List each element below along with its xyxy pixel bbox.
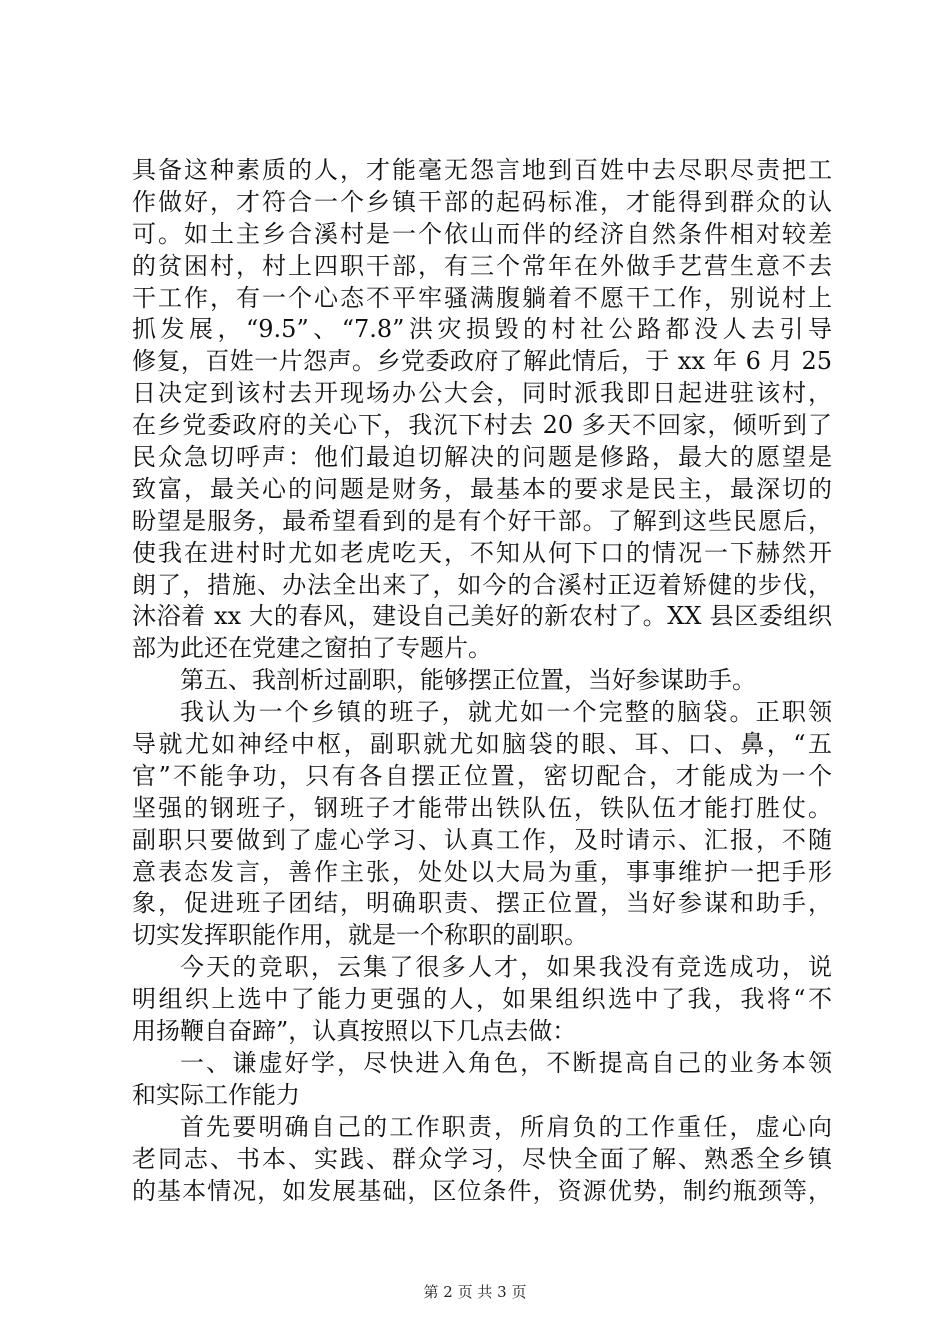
text-line: 部为此还在党建之窗拍了专题片。	[132, 634, 492, 663]
text-line: 致富，最关心的问题是财务，最基本的要求是民主，最深切的	[132, 474, 832, 503]
text-line: 今天的竞职，云集了很多人才，如果我没有竞选成功，说	[180, 953, 832, 982]
text-line: 朗了，措施、办法全出来了，如今的合溪村正迈着矫健的步伐，	[132, 570, 832, 599]
text-line: 使我在进村时尤如老虎吃天，不知从何下口的情况一下赫然开	[132, 538, 832, 567]
text-line: 用扬鞭自奋蹄”，认真按照以下几点去做：	[132, 1017, 577, 1046]
text-line: 可。如土主乡合溪村是一个依山而伴的经济自然条件相对较差	[132, 219, 832, 248]
text-line: 和实际工作能力	[132, 1080, 300, 1109]
document-body	[132, 155, 832, 1207]
text-line: 修复，百姓一片怨声。乡党委政府了解此情后，于 xx 年 6 月 25	[132, 347, 832, 376]
text-line: 导就尤如神经中枢，副职就尤如脑袋的眼、耳、口、鼻，“五	[132, 730, 832, 759]
text-line: 的贫困村，村上四职干部，有三个常年在外做手艺营生意不去	[132, 251, 832, 280]
text-line: 民众急切呼声：他们最迫切解决的问题是修路，最大的愿望是	[132, 443, 832, 472]
text-line: 我认为一个乡镇的班子，就尤如一个完整的脑袋。正职领	[180, 698, 832, 727]
text-line: 明组织上选中了能力更强的人，如果组织选中了我，我将“不	[132, 985, 832, 1014]
text-line: 一、谦虚好学，尽快进入角色，不断提高自己的业务本领	[180, 1048, 832, 1077]
text-line: 在乡党委政府的关心下，我沉下村去 20 多天不回家，倾听到了	[132, 411, 832, 440]
page-footer: 第 2 页 共 3 页	[423, 1283, 527, 1301]
text-line: 象，促进班子团结，明确职责、摆正位置，当好参谋和助手，	[132, 889, 832, 918]
text-line: 沐浴着 xx 大的春风，建设自己美好的新农村了。XX 县区委组织	[132, 602, 832, 631]
text-line: 切实发挥职能作用，就是一个称职的副职。	[132, 921, 588, 950]
text-line: 意表态发言，善作主张，处处以大局为重，事事维护一把手形	[132, 857, 832, 886]
text-line: 作做好，才符合一个乡镇干部的起码标准，才能得到群众的认	[132, 187, 832, 216]
text-line: 具备这种素质的人，才能毫无怨言地到百姓中去尽职尽责把工	[132, 156, 832, 184]
text-line: 坚强的钢班子，钢班子才能带出铁队伍，铁队伍才能打胜仗。	[132, 793, 832, 822]
text-line: 盼望是服务，最希望看到的是有个好干部。了解到这些民愿后，	[132, 506, 832, 535]
text-line: 第五、我剖析过副职，能够摆正位置，当好参谋助手。	[180, 666, 756, 695]
text-line: 的基本情况，如发展基础，区位条件，资源优势，制约瓶颈等，	[132, 1176, 832, 1205]
text-line: 首先要明确自己的工作职责，所肩负的工作重任，虚心向	[180, 1112, 832, 1141]
text-line: 老同志、书本、实践、群众学习，尽快全面了解、熟悉全乡镇	[132, 1144, 832, 1173]
text-line: 干工作，有一个心态不平牢骚满腹躺着不愿干工作，别说村上	[132, 283, 832, 312]
text-line: 官”不能争功，只有各自摆正位置，密切配合，才能成为一个	[132, 761, 832, 790]
text-line: 抓发展，“9.5”、“7.8”洪灾损毁的村社公路都没人去引导	[132, 315, 832, 344]
text-line: 副职只要做到了虚心学习、认真工作，及时请示、汇报，不随	[132, 825, 832, 854]
text-line: 日决定到该村去开现场办公大会，同时派我即日起进驻该村，	[132, 379, 832, 408]
